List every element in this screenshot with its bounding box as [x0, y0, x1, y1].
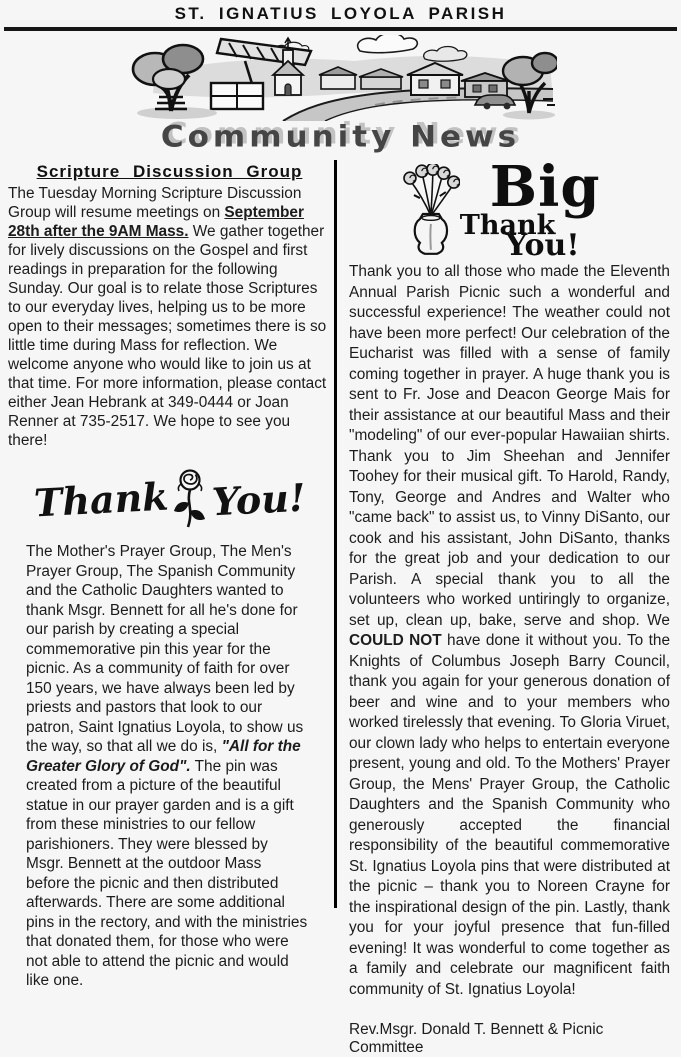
pin-paragraph: The Mother's Prayer Group, The Men's Prayer Group, The Spanish Community and the Catholic Daughters wanted to thank Msgr. Bennett for all he's done for our parish by creating a special commemorative pin this year for the picnic. As a community of faith for over 150 years, we have always been led by priests and pastors that look to our patron, Saint Ignatius Loyola, to show us the way, so that all we do is, "All for the Greater Glory of God". The pin was created from a picture of the beautiful statue in our prayer garden and is a gift from these ministries to our fellow parishioners. They were blessed by Msgr. Bennett at the outdoor Mass before the picnic and then distributed afterwards. There are some additional pins in the rectory, and with the ministries that donated them, for those who were not able to attend the picnic and would like one.: [26, 543, 308, 989]
you-word: You!: [505, 228, 580, 263]
thank-word: Thank: [459, 210, 556, 241]
scripture-group-heading: Scripture Discussion Group: [36, 162, 303, 181]
picnic-thank-you-paragraph: Thank you to all those who made the Eleventh Annual Parish Picnic such a wonderful and successful experience! The weather could not have been more perfect! Our celebration of the Eucharist was filled with a sense of family coming together in prayer. A huge thank you is sent to Fr. Jose and Deacon George Mais for their assistance at our beautiful Mass and their "modeling" of our ever-popular Hawaiian shirts. Thank you to Jim Sheehan and Jennifer Toohey for their musical gift. To Harold, Randy, Tony, George and Andres and Walter who "came back" to assist us, to Vinny DiSanto, our cook and his assistant, John DiSanto, thanks for the great job and your dedication to our Parish. A special thank you to all the volunteers who worked untiringly to organize, set up, clean up, bake, serve and shop. We COULD NOT have done it without you. To the Knights of Columbus Joseph Barry Council, thank you again for your generous donation of beer and wine and to your members who worked tirelessly that evening. To Gloria Viruet, our clown lady who helps to entertain everyone present, young and old. To the Mothers' Prayer Group, the Mens' Prayer Group, the Catholic Daughters and the Spanish Community who generously accepted the financial responsibility of the beautiful commemorative St. Ignatius Loyola pins that were distributed at the picnic – thank you to Noreen Crayne for the inspirational design of the pin. Lastly, thank you for your joyful presence that fun-filled evening! It was wonderful to come together as a family and celebrate our magnificent faith community of St. Ignatius Loyola!: [349, 263, 671, 998]
title-rule: [4, 27, 677, 31]
columns: [0, 154, 681, 1056]
thank-you-word-thank: Thank: [32, 473, 170, 525]
parish-title: ST. IGNATIUS LOYOLA PARISH: [174, 4, 507, 23]
big-thank-you-graphic: [402, 154, 617, 263]
community-news-banner: [0, 35, 681, 155]
left-column: [0, 160, 334, 989]
right-column: [337, 154, 678, 1056]
rose-icon: [170, 467, 210, 531]
banner-title: Community News: [160, 119, 521, 155]
thank-you-graphic: [8, 466, 331, 532]
signature-line: Rev.Msgr. Donald T. Bennett & Picnic Committee: [349, 1021, 604, 1056]
village-scene-clipart: [125, 35, 557, 121]
big-word: Big: [489, 154, 601, 220]
flower-vase-icon: [402, 164, 460, 256]
big-thank-you-words: [459, 154, 617, 263]
thank-you-word-you: You!: [210, 474, 307, 524]
scripture-paragraph: The Tuesday Morning Scripture Discussion Group will resume meetings on September 28th after the 9AM Mass. We gather together for lively discussions on the Gospel and first readings in preparation for the following Sunday. Our goal is to relate those Scriptures to our everyday lives, helping us to be more open to their messages; sometimes there is so little time during Mass for reflection. We welcome anyone who would like to join us at that time. For more information, please contact either Jean Hebrank at 349-0444 or Joan Renner at 735-2517. We hope to see you there!: [8, 185, 327, 449]
